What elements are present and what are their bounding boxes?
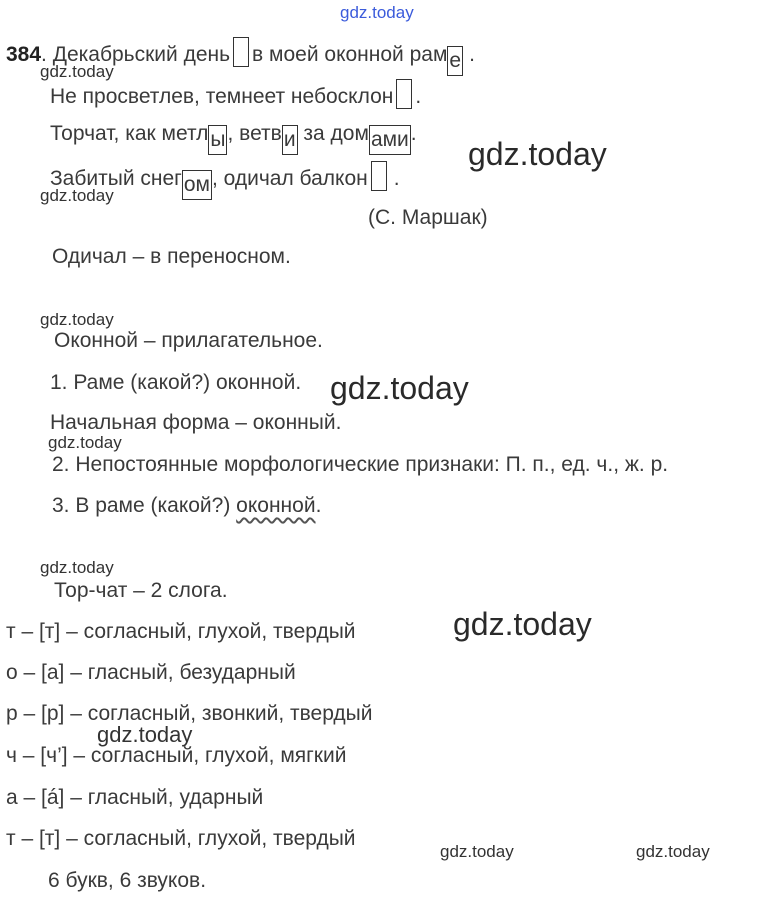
watermark: gdz.today [40, 558, 114, 577]
text: . [469, 43, 475, 66]
watermark: gdz.today [48, 433, 122, 452]
watermark-top: gdz.today [340, 3, 414, 22]
answer-step-1: 1. Раме (какой?) оконной. [50, 371, 302, 394]
underlined-word: оконной [236, 494, 316, 517]
phonetic-summary: 6 букв, 6 звуков. [48, 869, 207, 892]
text: за дом [297, 122, 369, 145]
watermark: gdz.today [440, 842, 514, 861]
letter-box: е [447, 46, 463, 76]
letter-box [396, 79, 412, 109]
phonetic-row: т – [т] – согласный, глухой, твердый [6, 827, 356, 850]
answer-part-of-speech: Оконной – прилагательное. [54, 329, 323, 352]
poem-line-1 [6, 37, 475, 76]
poem-line-2 [50, 79, 421, 110]
text: . [410, 122, 417, 145]
letter-box [371, 161, 387, 191]
letter-box: ы [208, 125, 227, 155]
text: в моей оконной рам [252, 43, 448, 66]
poem-author: (С. Маршак) [368, 206, 488, 229]
text: 3. В раме (какой?) [52, 494, 237, 517]
watermark: gdz.today [636, 842, 710, 861]
watermark-large: gdz.today [330, 370, 469, 406]
watermark: gdz.today [97, 722, 193, 747]
phonetic-row: а – [á] – гласный, ударный [6, 786, 264, 809]
text: Торчат, как метл [50, 122, 209, 145]
phonetic-syllables: Тор-чат – 2 слога. [54, 579, 228, 602]
answer-step-2: 2. Непостоянные морфологические признаки: П. п., ед. ч., ж. р. [52, 453, 669, 476]
phonetic-row: т – [т] – согласный, глухой, твердый [6, 620, 356, 643]
task-number: 384 [6, 43, 42, 66]
text: , ветв [227, 122, 282, 145]
letter-box: ами [369, 125, 411, 155]
text: . [315, 494, 322, 517]
text: . Декабрьский день [41, 43, 231, 66]
poem-line-4 [50, 161, 400, 200]
text: . [415, 85, 422, 108]
answer-figurative: Одичал – в переносном. [52, 245, 291, 268]
watermark: gdz.today [40, 186, 114, 205]
watermark: gdz.today [40, 310, 114, 329]
poem-line-3 [50, 121, 417, 155]
watermark-large: gdz.today [453, 606, 592, 642]
letter-box [233, 37, 249, 67]
phonetic-row: о – [а] – гласный, безударный [6, 661, 296, 684]
text: . [393, 167, 400, 190]
answer-initial-form: Начальная форма – оконный. [50, 411, 342, 434]
letter-box: и [282, 125, 298, 155]
text: Забитый снег [50, 167, 182, 190]
text: Не просветлев, темнеет небосклон [50, 85, 394, 108]
letter-box: ом [182, 170, 212, 200]
answer-step-3 [52, 493, 321, 519]
phonetic-row: р – [р] – согласный, звонкий, твердый [6, 702, 373, 725]
text: , одичал балкон [211, 167, 368, 190]
watermark-large: gdz.today [468, 136, 607, 172]
phonetic-row: ч – [ч’] – согласный, глухой, мягкий [6, 744, 347, 767]
watermark: gdz.today [40, 62, 114, 81]
